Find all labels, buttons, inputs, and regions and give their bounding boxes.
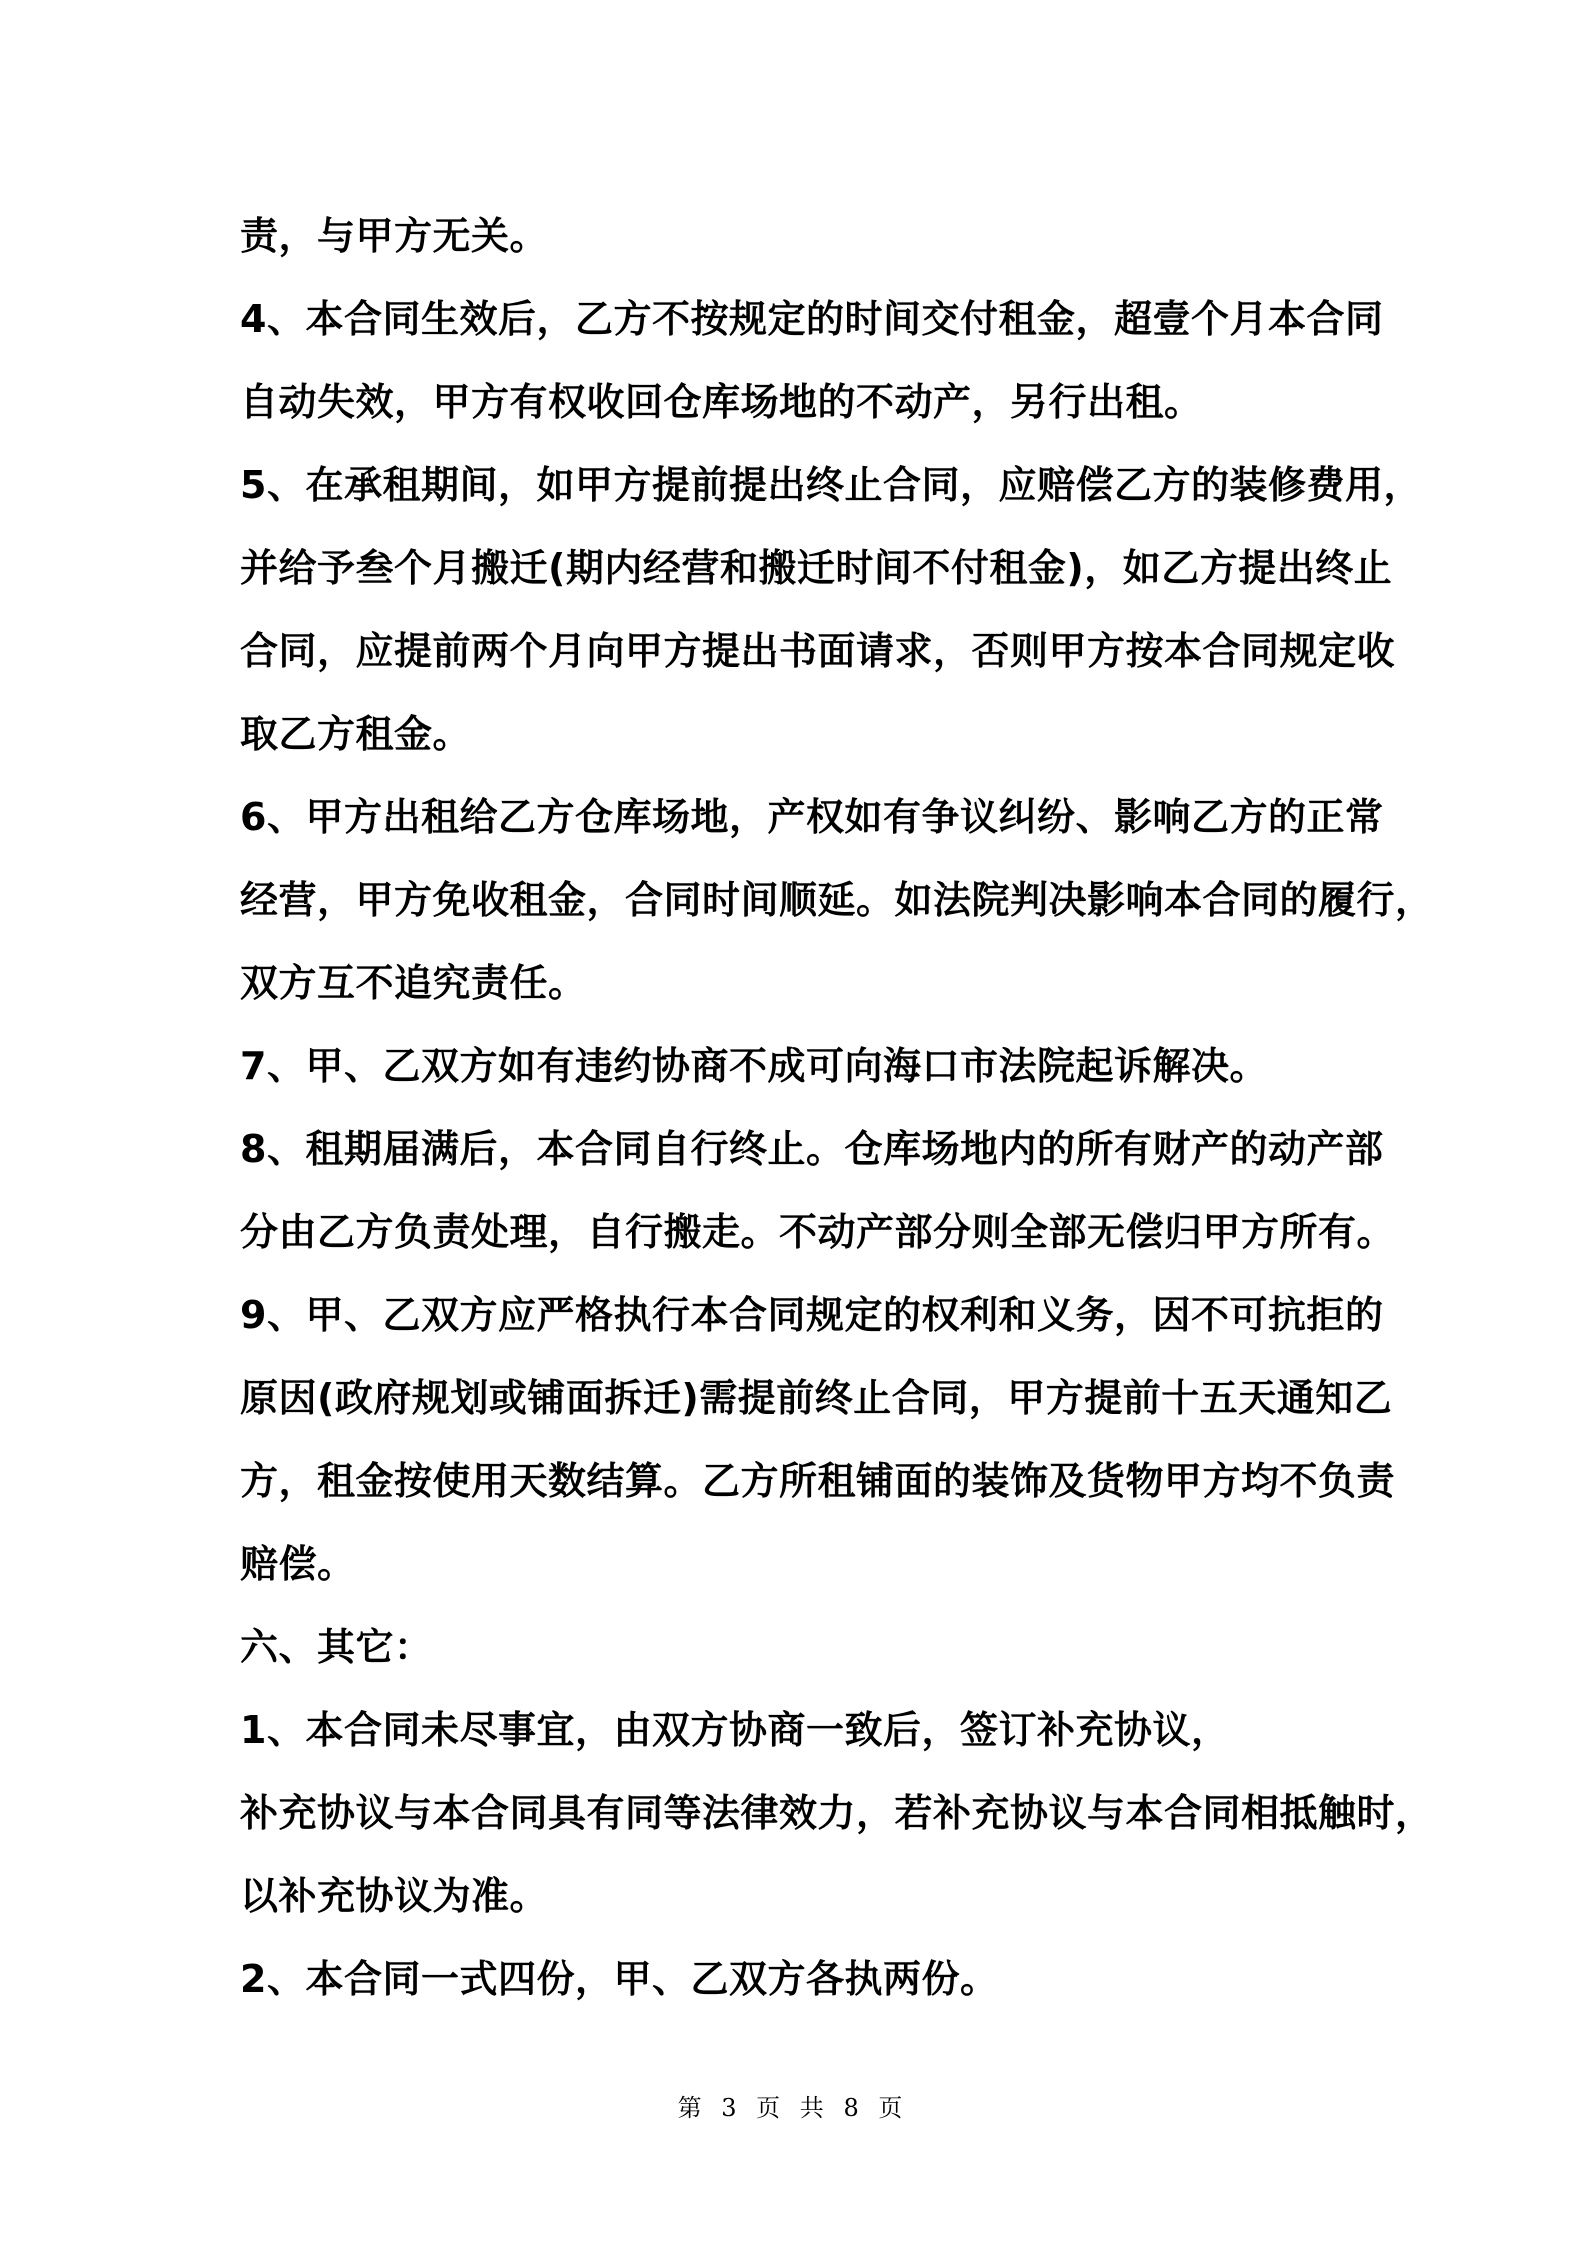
text-line: 双方互不追究责任。 [240,961,587,1005]
text-line: 9、甲、乙双方应严格执行本合同规定的权利和义务，因不可抗拒的 [240,1293,1384,1337]
text-line: 1、本合同未尽事宜，由双方协商一致后，签订补充协议， [240,1708,1230,1752]
section-heading: 六、其它： [240,1625,433,1669]
document-body [240,195,1434,2021]
text-line: 并给予叁个月搬迁(期内经营和搬迁时间不付租金)，如乙方提出终止 [240,546,1393,590]
text-line: 5、在承租期间，如甲方提前提出终止合同，应赔偿乙方的装修费用， [240,463,1422,507]
text-line: 8、租期届满后，本合同自行终止。仓库场地内的所有财产的动产部 [240,1127,1384,1171]
page-number-footer: 第 3 页 共 8 页 [677,2094,909,2122]
text-line: 赔偿。 [240,1542,356,1586]
text-line: 6、甲方出租给乙方仓库场地，产权如有争议纠纷、影响乙方的正常 [240,795,1384,839]
text-line: 自动失效，甲方有权收回仓库场地的不动产，另行出租。 [240,380,1203,424]
text-line: 取乙方租金。 [240,712,472,756]
text-line: 方，租金按使用天数结算。乙方所租铺面的装饰及货物甲方均不负责 [240,1459,1396,1503]
text-line: 4、本合同生效后，乙方不按规定的时间交付租金，超壹个月本合同 [240,297,1384,341]
text-line: 补充协议与本合同具有同等法律效力，若补充协议与本合同相抵触时， [240,1791,1434,1835]
text-line: 分由乙方负责处理，自行搬走。不动产部分则全部无偿归甲方所有。 [240,1210,1396,1254]
text-line: 7、甲、乙双方如有违约协商不成可向海口市法院起诉解决。 [240,1044,1268,1088]
text-line: 经营，甲方免收租金，合同时间顺延。如法院判决影响本合同的履行， [240,878,1434,922]
text-line: 以补充协议为准。 [240,1874,549,1918]
text-line: 责，与甲方无关。 [240,214,549,258]
text-line: 2、本合同一式四份，甲、乙双方各执两份。 [240,1957,999,2001]
text-line: 原因(政府规划或铺面拆迁)需提前终止合同，甲方提前十五天通知乙 [240,1376,1393,1420]
text-line: 合同，应提前两个月向甲方提出书面请求，否则甲方按本合同规定收 [240,629,1396,673]
